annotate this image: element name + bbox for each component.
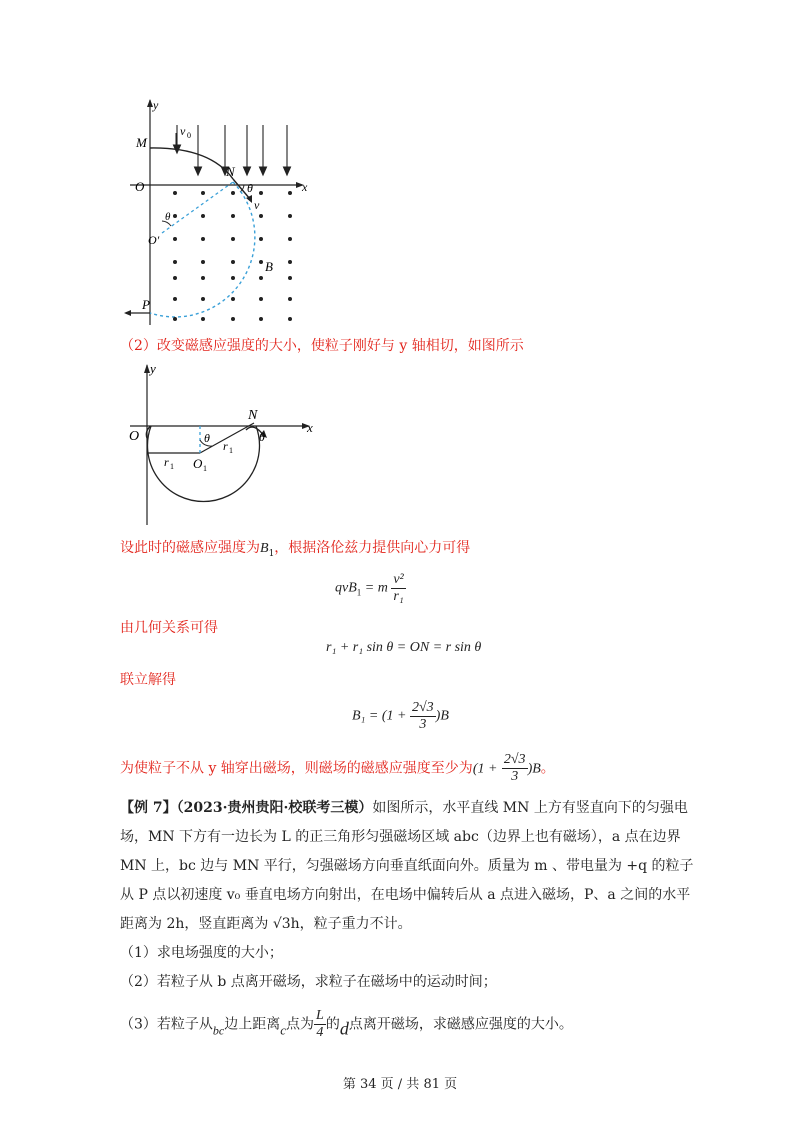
equation-1: qvB$_1$ = m $\frac{\text{v²}}{\text{r₁}}$ [335,572,404,604]
example7-line-3: MN 上，bc 边与 MN 平行，匀强磁场方向垂直纸面向外。质量为 m 、带电量为 +q 的粒子 [120,858,694,874]
svg-text:O: O [193,456,203,471]
svg-text:1: 1 [170,462,174,471]
example7-line-1: 【例 7】（2023·贵州贵阳·校联考三模）如图所示，水平直线 MN 上方有竖直向下的匀强电 [120,800,688,816]
svg-text:x: x [307,420,313,435]
solution-line-3: 联立解得 [120,672,176,688]
conclusion: 为使粒子不从 y 轴穿出磁场，则磁场的磁感应强度至少为(1 + $\frac{2√3}{3}$ )B。 [120,752,555,784]
figure-1 [120,95,320,330]
svg-text:M: M [136,135,147,150]
solution-line-2: 由几何关系可得 [120,620,218,636]
svg-text:N: N [248,408,258,423]
svg-text:O: O [129,429,140,444]
trajectory-field [150,148,233,179]
field-dots [173,191,292,321]
svg-text:O′: O′ [148,233,160,247]
svg-text:1: 1 [229,446,233,455]
figure-2 [120,360,330,530]
svg-text:x: x [302,180,308,194]
svg-text:θ: θ [165,211,171,223]
svg-text:r: r [164,455,169,469]
solution-line-1: 设此时的磁感应强度为$B_1$，根据洛伦兹力提供向心力可得 [120,540,471,559]
svg-text:v: v [180,124,186,138]
page-footer: 第 34 页 / 共 81 页 [342,1077,458,1092]
question-3: （3）若粒子从bc边上距离c点为 $\frac{L}{4}$ 的d点离开磁场，求磁感应强度的大小。 [120,1008,573,1040]
question-1: （1）求电场强度的大小； [120,945,283,961]
svg-text:θ: θ [247,181,253,195]
svg-text:0: 0 [187,131,191,140]
svg-text:v: v [254,198,260,212]
trajectory-circle [150,182,255,317]
question-2: （2）若粒子从 b 点离开磁场，求粒子在磁场中的运动时间； [120,974,497,990]
svg-text:θ: θ [204,431,210,445]
svg-text:P: P [142,297,150,312]
example7-line-2: 场，MN 下方有一边长为 L 的正三角形匀强磁场区域 abc（边界上也有磁场），a 点在边界 [120,829,681,845]
part2-heading: （2）改变磁感应强度的大小，使粒子刚好与 y 轴相切，如图所示 [120,338,524,354]
svg-text:N: N [226,164,235,179]
equation-2: r₁ + r₁ sin θ = ON = r sin θ [326,640,482,655]
svg-text:B: B [265,259,273,274]
svg-text:y: y [153,98,159,112]
equation-3: B₁ = (1 + $\frac{2√3}{3}$ )B [352,700,449,732]
svg-text:1: 1 [203,464,207,473]
svg-text:y: y [150,361,156,376]
radius-line [162,182,233,233]
example7-line-5: 距离为 2h，竖直距离为 √3h，粒子重力不计。 [120,916,412,932]
svg-text:O: O [135,179,145,194]
svg-text:θ: θ [259,430,265,444]
example7-line-4: 从 P 点以初速度 v₀ 垂直电场方向射出，在电场中偏转后从 a 点进入磁场，P、a 之间的水平 [120,887,691,903]
svg-text:r: r [223,439,228,453]
